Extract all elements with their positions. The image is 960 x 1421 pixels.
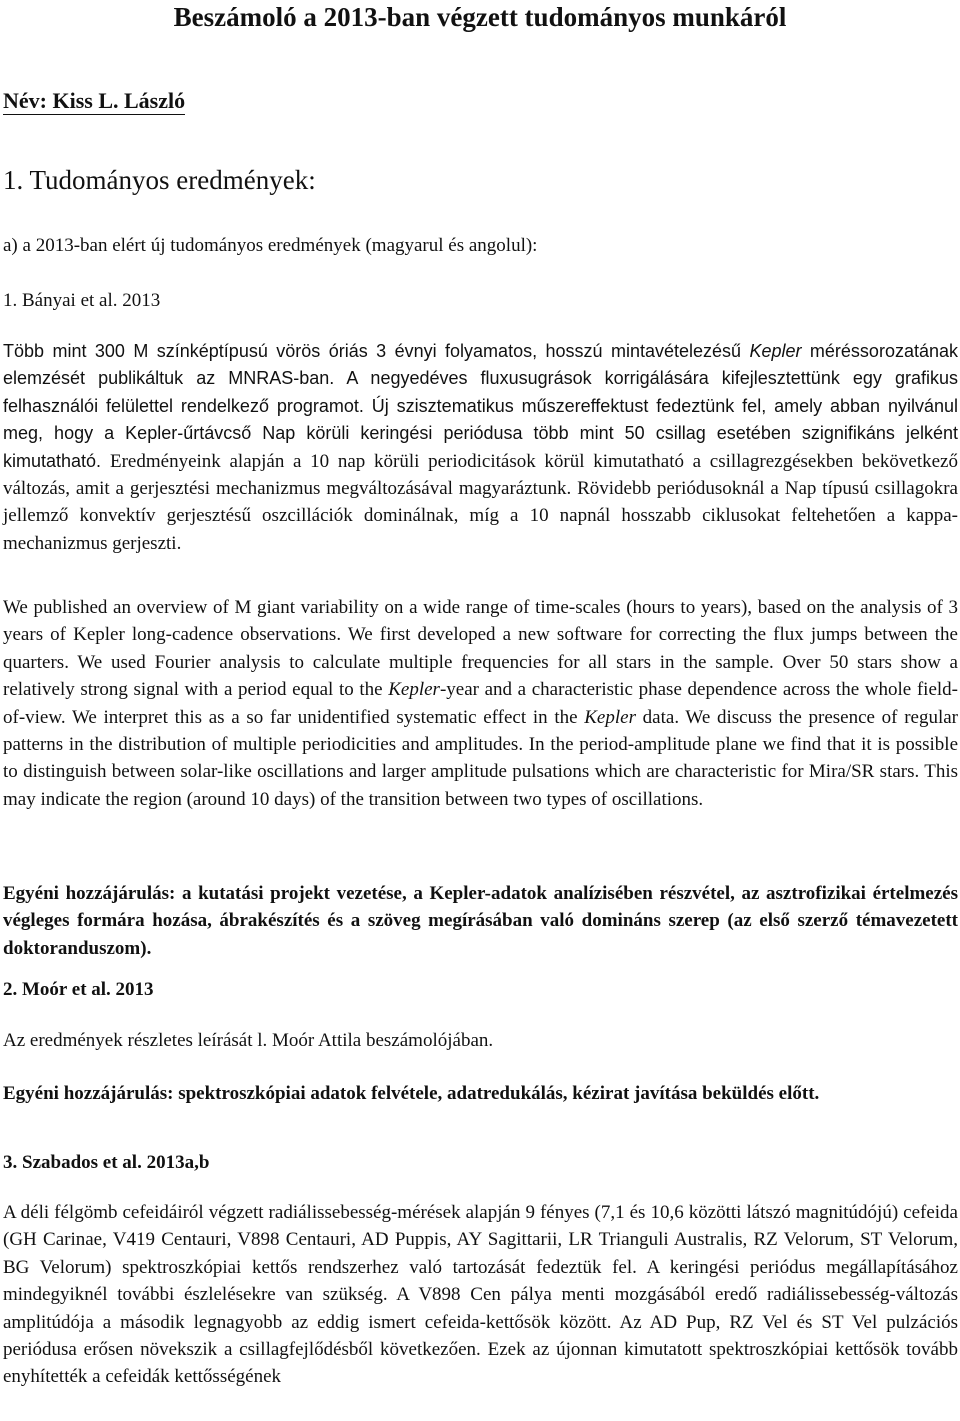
item1-heading	[3, 287, 160, 315]
item1-hu-text-b: méréssorozatának elemzését publikáltuk az MNRAS-ban. A negyedéves fluxusugrások korrigálására kifejlesztettünk egy grafikus felhasználói felülettel rendelkező programot. Új szisztematikus műszereffektust fedeztünk fel, amely abban nyilvánul meg, hogy a Kepler-űrtávcső Nap körüli keringési periódusa több mint 50 csillag esetében szignifikáns jelként kimutatható.	[3, 341, 958, 471]
item1-en-kepler-1: Kepler	[388, 679, 440, 701]
item2-contribution: Egyéni hozzájárulás: spektroszkópiai adatok felvétele, adatredukálás, kézirat javítása beküldés előtt.	[3, 1083, 820, 1104]
item1-en-kepler-2: Kepler	[584, 706, 636, 728]
item1-contribution: Egyéni hozzájárulás: a kutatási projekt vezetése, a Kepler-adatok analízisében részvétel, az asztrofizikai értelmezés végleges formára hozása, ábrakészítés és a szöveg megírásában való domináns szerep (az első szerző témavezetett doktoranduszom).	[3, 883, 958, 959]
item3-paragraph: A déli félgömb cefeidáiról végzett radiálissebesség-mérések alapján 9 fényes (7,1 és 10,6 közötti látszó magnitúdójú) cefeida (GH Carinae, V419 Centauri, V898 Centauri, AD Puppis, AY Sagittarii, LR Trianguli Australis, RZ Velorum, ST Velorum, BG Velorum) spektroszkópiai kettős rendszerhez való tartozását fedeztük fel. A keringési periódus megállapításához mindegyiknél további észlelésekre van szükség. A V898 Cen pálya menti mozgásából eredő radiálissebesség-változás amplitúdója a második legnagyobb az eddig ismert cefeida-kettősök között. Az AD Pup, RZ Vel és ST Vel pulzációs periódusa erősen növekszik a csillagfejlődésből következően. Ezek az újonnan kimutatott spektroszkópiai kettősök tovább enyhítették a cefeidák kettősségének	[3, 1202, 958, 1388]
item2-text: Az eredmények részletes leírását l. Moór Attila beszámolójában.	[3, 1030, 494, 1051]
item1-hu-kepler: Kepler	[749, 341, 802, 361]
section-heading-results: 1. Tudományos eredmények:	[3, 165, 316, 195]
item1-en-text-b: -year and a characteristic phase dependence across the whole field-of-view. We interpret this as a so far unidentified systematic effect in the	[3, 679, 958, 728]
subsection-heading-a: a) a 2013-ban elért új tudományos eredmények (magyarul és angolul):	[3, 235, 538, 256]
item1-english-paragraph	[3, 594, 958, 813]
item1-en-text-c: data. We discuss the presence of regular patterns in the distribution of multiple periodicities and amplitudes. In the period-amplitude plane we find that it is possible to distinguish between solar-like oscillations and larger amplitude pulsations which are characteristic for Mira/SR stars. This may indicate the region (around 10 days) of the transition between two types of oscillations.	[3, 706, 959, 810]
item1-heading-text: 1. Bányai et al. 2013	[3, 290, 161, 311]
item2-heading: 2. Moór et al. 2013	[3, 979, 154, 1000]
item3-heading: 3. Szabados et al. 2013a,b	[3, 1152, 210, 1173]
item1-hu-text-a: Több mint 300 M színképtípusú vörös óriás 3 évnyi folyamatos, hosszú mintavételezésű	[3, 341, 750, 361]
page-title: Beszámoló a 2013-ban végzett tudományos munkáról	[173, 2, 787, 32]
author-name-text: Név: Kiss L. László	[3, 88, 186, 113]
item1-hu-text-c: Eredményeink alapján a 10 nap körüli periodicitások körül kimutatható a csillagrezgésekben bekövetkező változás, amit a gerjesztési mechanizmus megváltozásával magyaráztunk. Rövidebb periódusoknál a Nap típusú csillagokra jellemző konvektív gerjesztésű oszcillációk dominálnak, míg a 10 napnál hosszabb ciklusokat feltehetően a kappa-mechanizmus gerjeszti.	[3, 450, 958, 554]
item1-en-text-a: We published an overview of M giant variability on a wide range of time-scales (hours to years), based on the analysis of 3 years of Kepler long-cadence observations. We first developed a new software for correcting the flux jumps between the quarters. We used Fourier analysis to calculate multiple frequencies for all stars in the sample. Over 50 stars show a relatively strong signal with a period equal to the	[3, 597, 958, 701]
author-name	[3, 86, 185, 116]
item1-hungarian-paragraph	[3, 338, 958, 557]
